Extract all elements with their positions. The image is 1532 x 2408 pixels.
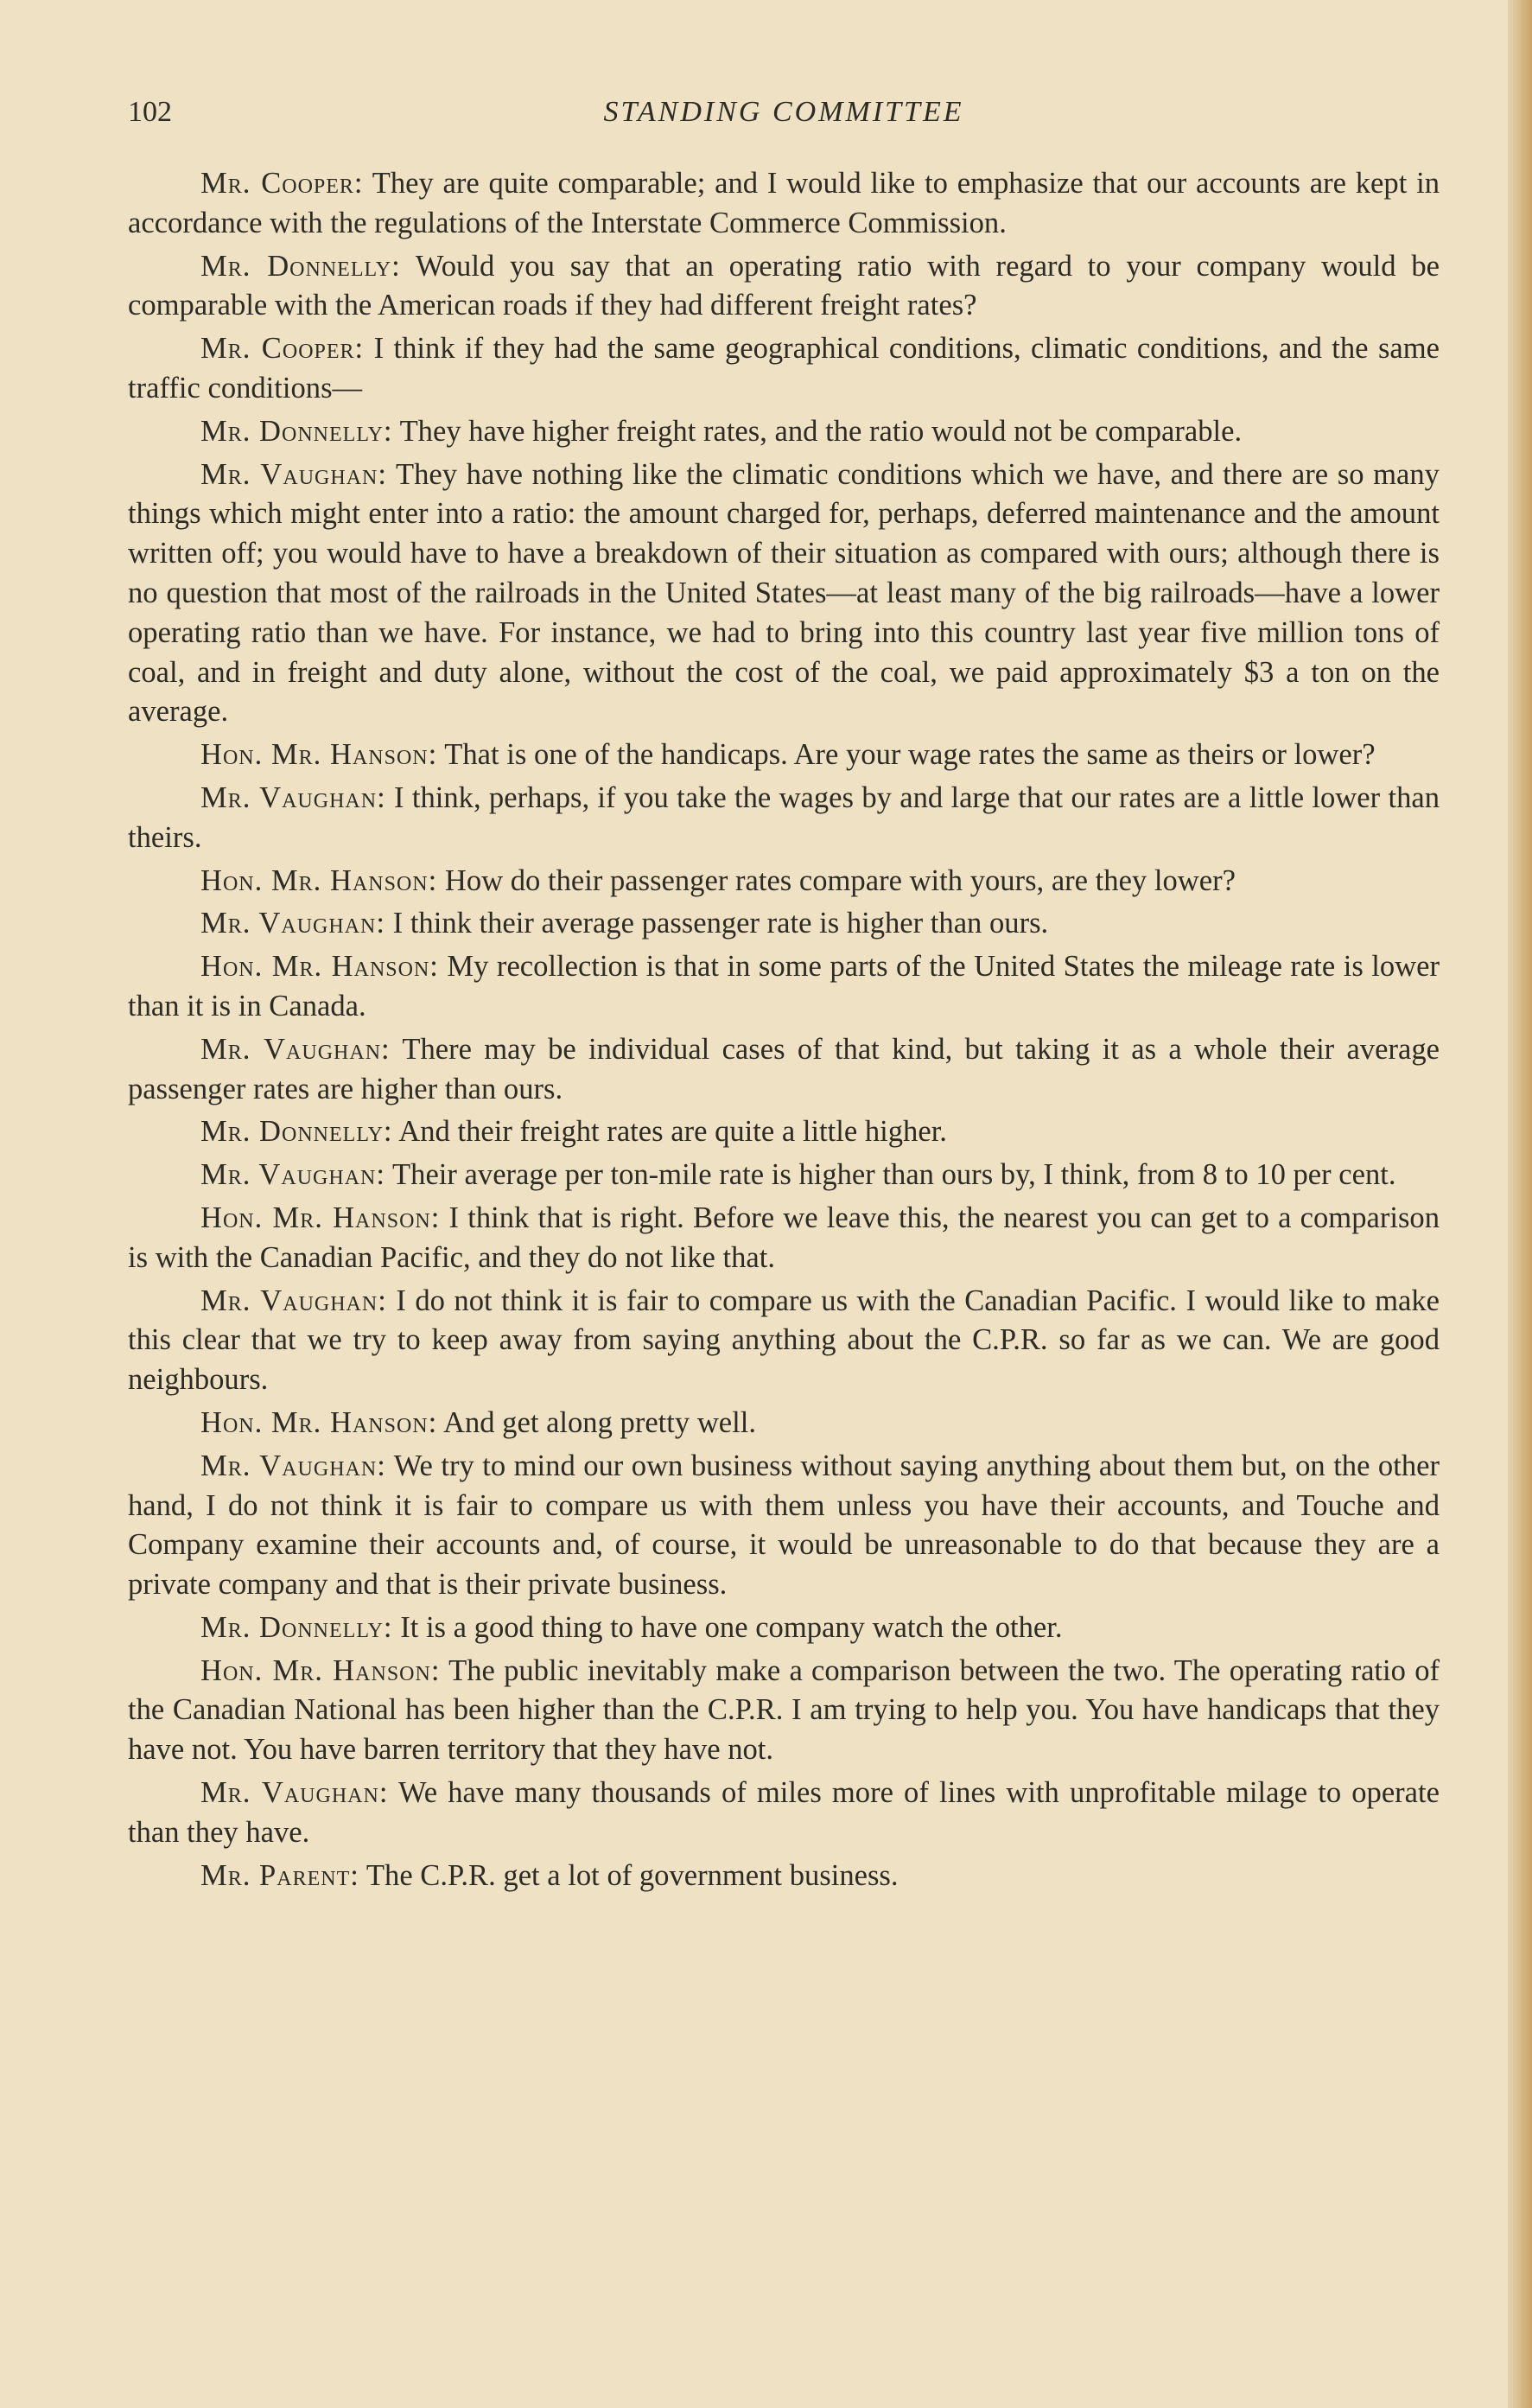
transcript-paragraph — [128, 1652, 1440, 1770]
speech-text: The public inevitably make a comparison between the two. The operating ratio of the Canadian National has been higher than the C.P.R. I am trying to help you. You have handicaps that they have not. You have barren territory that they have not. — [128, 1653, 1440, 1767]
transcript-paragraph — [128, 1857, 1440, 1896]
transcript-paragraph — [128, 329, 1440, 409]
speaker-name: Mr. Cooper: — [200, 332, 365, 366]
speech-text: And get along pretty well. — [442, 1405, 757, 1439]
speaker-name: Mr. Vaughan: — [200, 780, 386, 814]
speech-text: My recollection is that in some parts of the United States the mileage rate is lower than it is in Canada. — [128, 950, 1440, 1022]
transcript-paragraph — [128, 1156, 1440, 1195]
speech-text: How do their passenger rates compare with yours, are they lower? — [444, 863, 1236, 897]
speaker-name: Mr. Vaughan: — [200, 1284, 387, 1317]
speech-text: Would you say that an operating ratio with regard to your company would be comparable with the American roads if they had different freight rates? — [128, 249, 1440, 322]
speech-text: We try to mind our own business without saying anything about them but, on the other hand, I do not think it is fair to compare us with them unless you have their accounts, and Touche and Company examine their accounts and, of course, it would be unreasonable to do that because they are a private company and that is their private business. — [128, 1449, 1440, 1602]
speech-text: They are quite comparable; and I would like to emphasize that our accounts are kept in accordance with the regulations of the Interstate Commerce Commission. — [128, 167, 1440, 239]
speech-text: I think their average passenger rate is higher than ours. — [392, 907, 1049, 940]
speaker-name: Mr. Vaughan: — [200, 457, 387, 491]
speech-text: They have higher freight rates, and the ratio would not be comparable. — [399, 414, 1243, 448]
document-page — [128, 86, 1440, 1899]
speaker-name: Mr. Vaughan: — [200, 907, 385, 940]
speech-text: I think, perhaps, if you take the wages by and large that our rates are a little lower than theirs. — [128, 780, 1440, 854]
speech-text: The C.P.R. get a lot of government business. — [366, 1858, 899, 1892]
speaker-name: Mr. Donnelly: — [200, 1610, 393, 1644]
transcript — [128, 164, 1440, 1895]
transcript-paragraph — [128, 1447, 1440, 1605]
speaker-name: Hon. Mr. Hanson: — [200, 950, 439, 984]
speech-text: I think that is right. Before we leave this, the nearest you can get to a comparison is with the Canadian Pacific, and they do not like that. — [128, 1201, 1440, 1274]
speech-text: It is a good thing to have one company watch the other. — [400, 1610, 1063, 1644]
speaker-name: Hon. Mr. Hanson: — [200, 1653, 441, 1687]
speaker-name: Mr. Donnelly: — [200, 1115, 393, 1149]
speaker-name: Mr. Parent: — [200, 1858, 359, 1892]
speech-text: We have many thousands of miles more of lines with unprofitable milage to operate than they have. — [128, 1776, 1440, 1849]
speech-text: Their average per ton-mile rate is higher than ours by, I think, from 8 to 10 per cent. — [392, 1158, 1396, 1192]
transcript-paragraph — [128, 1282, 1440, 1400]
transcript-paragraph — [128, 1030, 1440, 1110]
transcript-paragraph — [128, 164, 1440, 244]
speech-text: I do not think it is fair to compare us with the Canadian Pacific. I would like to make this clear that we try to keep away from saying anything about the C.P.R. so far as we can. We are good neighbours. — [128, 1284, 1440, 1397]
speaker-name: Hon. Mr. Hanson: — [200, 1201, 441, 1234]
speaker-name: Mr. Donnelly: — [200, 249, 401, 283]
page-edge — [1508, 0, 1532, 2408]
transcript-paragraph — [128, 1609, 1440, 1648]
speaker-name: Mr. Donnelly: — [200, 414, 393, 448]
transcript-paragraph — [128, 247, 1440, 327]
transcript-paragraph — [128, 455, 1440, 733]
transcript-paragraph — [128, 1112, 1440, 1152]
speech-text: There may be individual cases of that kind, but taking it as a whole their average passenger rates are higher than ours. — [128, 1032, 1440, 1105]
transcript-paragraph — [128, 779, 1440, 858]
page-header — [128, 86, 1440, 138]
transcript-paragraph — [128, 947, 1440, 1027]
transcript-paragraph — [128, 1199, 1440, 1278]
speech-text: I think if they had the same geographical conditions, climatic conditions, and the same traffic conditions— — [128, 332, 1440, 405]
speaker-name: Hon. Mr. Hanson: — [200, 738, 438, 772]
running-head: STANDING COMMITTEE — [603, 96, 964, 128]
speaker-name: Hon. Mr. Hanson: — [200, 1405, 438, 1439]
speech-text: That is one of the handicaps. Are your wage rates the same as theirs or lower? — [444, 738, 1376, 772]
speech-text: And their freight rates are quite a little higher. — [398, 1115, 947, 1149]
page-number: 102 — [128, 96, 172, 128]
transcript-paragraph — [128, 1404, 1440, 1443]
transcript-paragraph — [128, 904, 1440, 944]
speaker-name: Mr. Vaughan: — [200, 1158, 385, 1192]
speaker-name: Hon. Mr. Hanson: — [200, 863, 438, 897]
speaker-name: Mr. Vaughan: — [200, 1032, 391, 1066]
speaker-name: Mr. Vaughan: — [200, 1449, 386, 1482]
speech-text: They have nothing like the climatic conditions which we have, and there are so many things which might enter into a ratio: the amount charged for, perhaps, deferred maintenance and the amount written off; you would have to have a breakdown of their situation as compared with ours; although there is no question that most of the railroads in the United States—at least many of the big railroads—have a lower operating ratio than we have. For instance, we had to bring into this country last year five million tons of coal, and in freight and duty alone, without the cost of the coal, we paid approximately $3 a ton on the average. — [128, 457, 1440, 729]
speaker-name: Mr. Cooper: — [200, 167, 364, 200]
transcript-paragraph — [128, 736, 1440, 775]
speaker-name: Mr. Vaughan: — [200, 1776, 389, 1810]
transcript-paragraph — [128, 1774, 1440, 1853]
transcript-paragraph — [128, 862, 1440, 901]
transcript-paragraph — [128, 412, 1440, 452]
